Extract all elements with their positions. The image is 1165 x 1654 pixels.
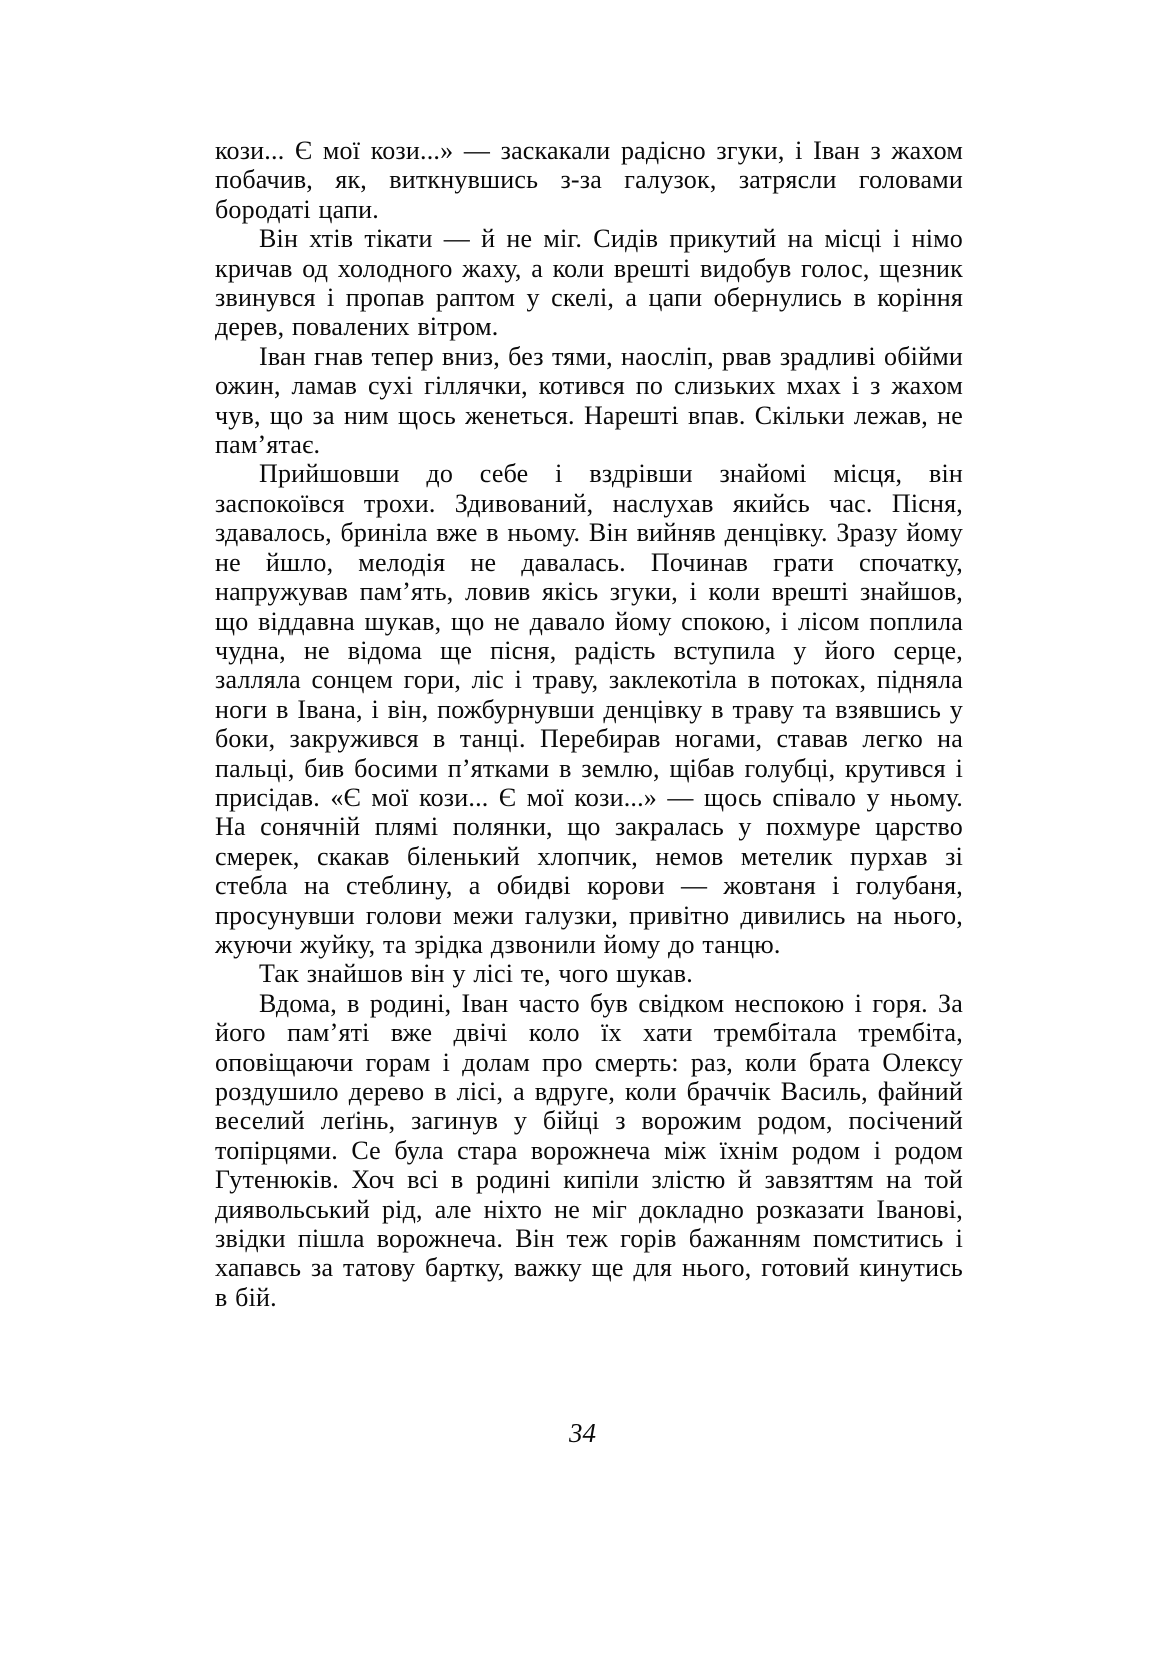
page-text-block [215, 136, 963, 1312]
paragraph: Вдома, в родині, Іван часто був свідком неспокою і горя. За його пам’яті вже двічі коло їх хати трембітала трембіта, оповіщаючи горам і долам про смерть: раз, коли брата Олексу роздушило дерево в лісі, а вдруге, коли браччік Василь, файний веселий леґінь, загинув у бійці з ворожим родом, посічений топірцями. Се була стара ворожнеча між їхнім родом і родом Гутенюків. Хоч всі в родині кипіли злістю й завзяттям на той диявольський рід, але ніхто не міг докладно розказати Іванові, звідки пішла ворожнеча. Він теж горів бажанням помститись і хапавсь за татову бартку, важку ще для нього, готовий кинутись в бій. [215, 988, 963, 1312]
paragraph: Іван гнав тепер вниз, без тями, наосліп, рвав зрадливі обійми ожин, ламав сухі гіллячки, котився по слизьких мхах і з жахом чув, що за ним щось женеться. Нарешті впав. Скільки лежав, не пам’ятає. [215, 341, 963, 460]
page-number: 34 [569, 1418, 596, 1448]
paragraph: Так знайшов він у лісі те, чого шукав. [259, 959, 693, 989]
paragraph: кози... Є мої кози...» — заскакали радісно згуки, і Іван з жахом побачив, як, виткнувшись з-за галузок, затрясли головами бородаті цапи. [215, 136, 963, 224]
paragraph: Прийшовши до себе і вздрівши знайомі місця, він заспокоївся трохи. Здивований, наслухав якийсь час. Пісня, здавалось, бриніла вже в ньому. Він вийняв денцівку. Зразу йому не йшло, мелодія не давалась. Починав грати спочатку, напружував пам’ять, ловив якісь згуки, і коли врешті знайшов, що віддавна шукав, що не давало йому спокою, і лісом поплила чудна, не відома ще пісня, радість вступила у його серце, залляла сонцем гори, ліс і траву, заклекотіла в потоках, підняла ноги в Івана, і він, пожбурнувши денцівку в траву та взявшись у боки, закружився в танці. Перебирав ногами, ставав легко на пальці, бив босими п’ятками в землю, щібав голубці, крутився і присідав. «Є мої кози... Є мої кози...» — щось співало у ньому. На сонячній плямі полянки, що закралась у похмуре царство смерек, скакав біленький хлопчик, немов метелик пурхав зі стебла на стеблину, а обидві корови — жовтаня і голубаня, просунувши голови межи галузки, привітно дивились на нього, жуючи жуйку, та зрідка дзвонили йому до танцю. [215, 459, 963, 959]
paragraph: Він хтів тікати — й не міг. Сидів прикутий на місці і німо кричав од холодного жаху, а коли врешті видобув голос, щезник звинувся і пропав раптом у скелі, а цапи обернулись в коріння дерев, повалених вітром. [215, 224, 963, 342]
